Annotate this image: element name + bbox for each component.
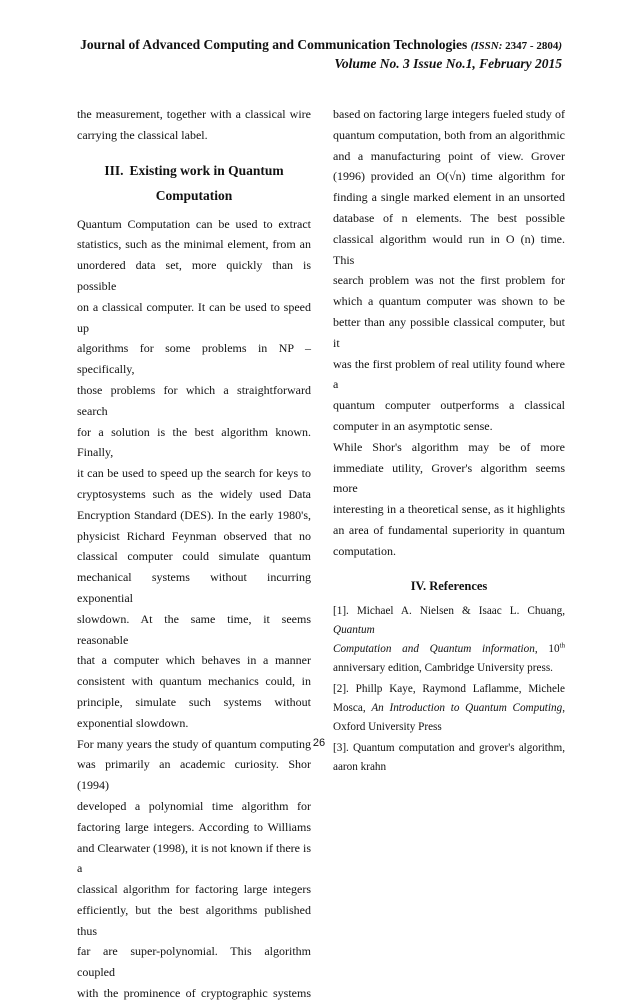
section-title-cont: Computation bbox=[155, 187, 233, 203]
reference-authors: [2]. Phillp Kaye, Raymond Laflamme, Michele bbox=[333, 683, 565, 696]
text-line: developed a polynomial time algorithm for bbox=[77, 798, 311, 813]
left-column bbox=[77, 104, 311, 1004]
reference-title: An Introduction to Quantum Computing bbox=[371, 702, 563, 715]
reference-title: Quantum bbox=[333, 624, 375, 637]
text-line: better than any possible classical computer, but it bbox=[333, 314, 565, 350]
reference-authors: [1]. Michael A. Nielsen & Isaac L. Chuang, bbox=[333, 605, 565, 618]
text-line: classical computer could simulate quantum bbox=[77, 549, 311, 564]
text-line: carrying the classical label. bbox=[77, 127, 208, 142]
text-line: an area of fundamental superiority in quantum bbox=[333, 522, 565, 537]
text-line: which a quantum computer was shown to be bbox=[333, 294, 565, 309]
text-line: with the prominence of cryptographic systems bbox=[77, 986, 311, 1001]
text-line: efficiently, but the best algorithms published thus bbox=[77, 902, 311, 938]
superscript: th bbox=[559, 641, 565, 650]
section-number: IV. bbox=[410, 578, 427, 593]
journal-title: Journal of Advanced Computing and Communication Technologies bbox=[80, 37, 468, 52]
page-number: 26 bbox=[312, 737, 326, 749]
text-line: For many years the study of quantum computing bbox=[77, 736, 311, 751]
reference-item bbox=[333, 602, 565, 678]
text-line: far are super-polynomial. This algorithm coupled bbox=[77, 944, 311, 980]
text-line: classical algorithm would run in O (n) time. This bbox=[333, 231, 565, 267]
text-line: based on factoring large integers fueled study of bbox=[333, 107, 565, 121]
reference-title-cont: Computation and Quantum information bbox=[333, 643, 535, 656]
text-line: Quantum Computation can be used to extract bbox=[77, 216, 311, 231]
text-line: that a computer which behaves in a manner bbox=[77, 653, 311, 668]
section-number: III. bbox=[104, 162, 124, 178]
text-line: search problem was not the first problem for bbox=[333, 273, 565, 288]
text-line: immediate utility, Grover's algorithm seems more bbox=[333, 460, 565, 496]
text-line: interesting in a theoretical sense, as it highlights bbox=[333, 502, 565, 517]
text-line: it can be used to speed up the search for keys to bbox=[77, 466, 311, 481]
text-line: the measurement, together with a classical wire bbox=[77, 107, 311, 121]
volume-line: Volume No. 3 Issue No.1, February 2015 bbox=[334, 56, 562, 71]
text-line: for a solution is the best algorithm known. Finally, bbox=[77, 424, 311, 460]
text-line: database of n elements. The best possible bbox=[333, 210, 565, 225]
text-line: physicist Richard Feynman observed that no bbox=[77, 528, 311, 543]
reference-publisher: Oxford University Press bbox=[333, 721, 442, 734]
text-line: quantum computation, both from an algorithmic bbox=[333, 127, 565, 142]
text-line: quantum computer outperforms a classical bbox=[333, 398, 565, 413]
reference-author: aaron krahn bbox=[333, 761, 387, 774]
text-line: computation. bbox=[333, 543, 396, 558]
text-line: algorithms for some problems in NP – specifically, bbox=[77, 341, 311, 377]
text-line: was primarily an academic curiosity. Shor (1994) bbox=[77, 757, 311, 793]
paragraph bbox=[77, 734, 311, 1004]
text-line: principle, simulate such systems without bbox=[77, 694, 311, 709]
right-column bbox=[333, 104, 565, 779]
issn-number: 2347 - 2804 bbox=[502, 40, 559, 52]
text-line: was the first problem of real utility found where a bbox=[333, 356, 565, 392]
text-line: factoring large integers. According to Williams bbox=[77, 819, 311, 834]
text-line: While Shor's algorithm may be of more bbox=[333, 439, 565, 454]
reference-publisher: anniversary edition, Cambridge University press. bbox=[333, 662, 553, 675]
section-title: References bbox=[429, 578, 488, 593]
paragraph bbox=[77, 214, 311, 734]
reference-edition: , 10 bbox=[534, 643, 560, 656]
text-line: Encryption Standard (DES). In the early 1980's, bbox=[77, 507, 311, 522]
paragraph bbox=[333, 104, 565, 437]
text-line: slowdown. At the same time, it seems reasonable bbox=[77, 611, 311, 647]
text-line: finding a single marked element in an unsorted bbox=[333, 190, 565, 205]
text-line: and a manufacturing point of view. Grover bbox=[333, 148, 565, 163]
reference-comma: , bbox=[562, 702, 566, 715]
journal-header bbox=[80, 37, 562, 53]
text-line: classical algorithm for factoring large integers bbox=[77, 882, 311, 897]
text-line: cryptosystems such as the widely used Data bbox=[77, 486, 311, 501]
paragraph bbox=[333, 437, 565, 562]
section-heading-4 bbox=[333, 576, 565, 597]
text-line: those problems for which a straightforward search bbox=[77, 382, 311, 418]
text-line: statistics, such as the minimal element, from an bbox=[77, 237, 311, 252]
text-line: unordered data set, more quickly than is possible bbox=[77, 258, 311, 293]
text-line: exponential slowdown. bbox=[77, 715, 189, 730]
reference-item bbox=[333, 680, 565, 737]
text-line: and Clearwater (1998), it is not known if there is a bbox=[77, 840, 311, 876]
issn-label: (ISSN: bbox=[470, 40, 503, 52]
section-title: Existing work in Quantum bbox=[129, 162, 284, 178]
section-heading-3 bbox=[77, 158, 311, 208]
text-line: mechanical systems without incurring exponential bbox=[77, 570, 311, 605]
issn-close: ) bbox=[558, 40, 562, 52]
text-line: on a classical computer. It can be used to speed up bbox=[77, 299, 311, 335]
text-line: consistent with quantum mechanics could, in bbox=[77, 674, 311, 689]
reference-title: [3]. Quantum computation and grover's algorithm, bbox=[333, 742, 565, 755]
text-line: (1996) provided an O(√n) time algorithm for bbox=[333, 169, 565, 184]
reference-author-cont: Mosca, bbox=[333, 702, 372, 715]
text-line: computer in an asymptotic sense. bbox=[333, 418, 493, 433]
